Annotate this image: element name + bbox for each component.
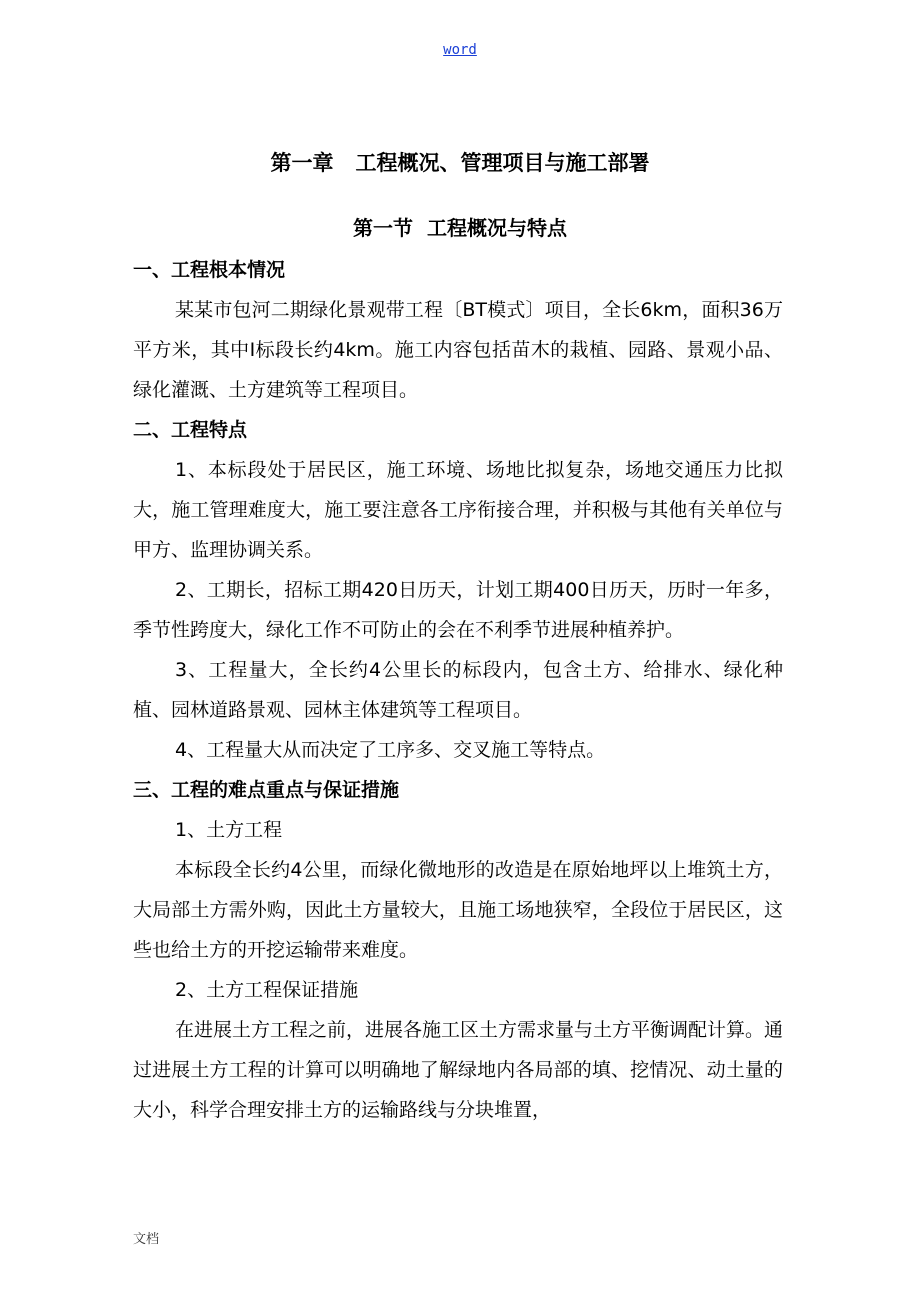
section-title: 第一节 工程概况与特点 — [353, 216, 567, 240]
paragraph-project-overview: 某某市包河二期绿化景观带工程〔BT模式〕项目，全长6km，面积36万平方米，其中Ⅰ标段长约4km。施工内容包括苗木的栽植、园路、景观小品、绿化灌溉、土方建筑等工程项目。 — [133, 299, 783, 401]
paragraph-feature-3: 3、工程量大，全长约4公里长的标段内，包含土方、给排水、绿化种植、园林道路景观、园林主体建筑等工程项目。 — [133, 659, 783, 721]
document-body — [133, 250, 783, 1130]
paragraph-feature-1: 1、本标段处于居民区，施工环境、场地比拟复杂，场地交通压力比拟大，施工管理难度大，施工要注意各工序衔接合理，并积极与其他有关单位与甲方、监理协调关系。 — [133, 459, 783, 561]
paragraph-earthwork-title: 1、土方工程 — [175, 819, 283, 841]
paragraph-feature-4: 4、工程量大从而决定了工序多、交叉施工等特点。 — [175, 739, 606, 761]
paragraph-feature-2: 2、工期长，招标工期420日历天，计划工期400日历天，历时一年多，季节性跨度大，绿化工作不可防止的会在不利季节进展种植养护。 — [133, 579, 783, 641]
heading-features: 二、工程特点 — [133, 419, 248, 441]
chapter-title: 第一章 工程概况、管理项目与施工部署 — [270, 151, 650, 175]
paragraph-earthwork-measures-desc: 在进展土方工程之前，进展各施工区土方需求量与土方平衡调配计算。通过进展土方工程的计算可以明确地了解绿地内各局部的填、挖情况、动土量的大小，科学合理安排土方的运输路线与分块堆置， — [133, 1019, 784, 1121]
heading-basic-info: 一、工程根本情况 — [133, 259, 286, 281]
paragraph-earthwork-measures-title: 2、土方工程保证措施 — [175, 979, 359, 1001]
heading-difficulties: 三、工程的难点重点与保证措施 — [133, 779, 400, 801]
header-word-link[interactable]: word — [443, 42, 477, 58]
paragraph-earthwork-desc: 本标段全长约4公里，而绿化微地形的改造是在原始地坪以上堆筑土方，大局部土方需外购，因此土方量较大，且施工场地狭窄，全段位于居民区，这些也给土方的开挖运输带来难度。 — [133, 859, 783, 961]
page-footer: 文档 — [133, 1232, 160, 1247]
